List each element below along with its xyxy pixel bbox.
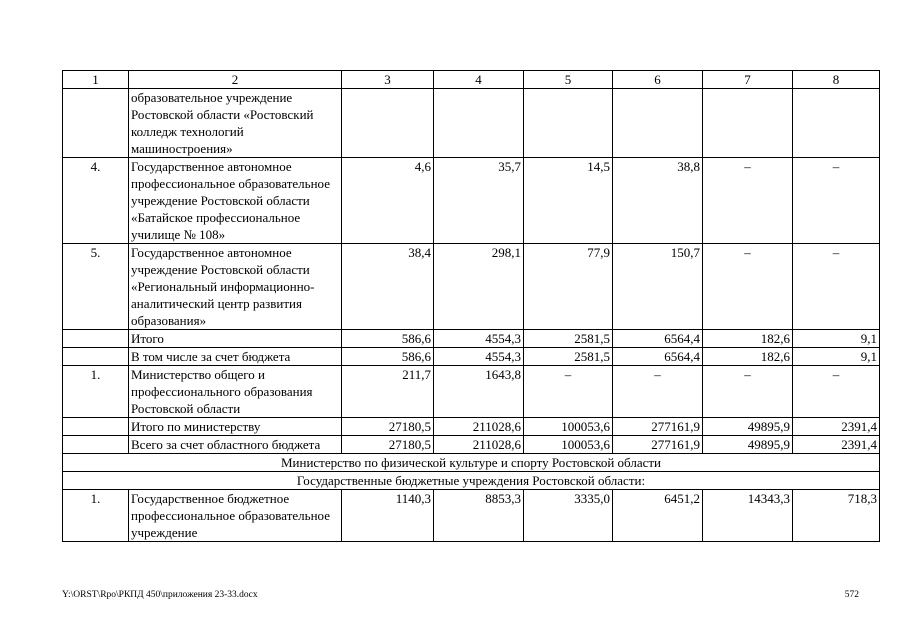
value-cell: – [793,158,880,244]
value-cell: 100053,6 [524,436,613,454]
header-row [63,71,880,89]
row-number: 1. [63,490,129,542]
value-cell: 2391,4 [793,436,880,454]
institution-name: Итого [129,330,342,348]
section-title: Государственные бюджетные учреждения Ростовской области: [63,472,880,490]
institution-name: В том числе за счет бюджета [129,348,342,366]
column-number: 6 [613,71,703,89]
value-cell: – [703,244,793,330]
row-number: 1. [63,366,129,418]
value-cell [434,89,524,158]
table-row [63,366,880,418]
value-cell: 14343,3 [703,490,793,542]
value-cell: 35,7 [434,158,524,244]
column-number: 7 [703,71,793,89]
value-cell: 277161,9 [613,436,703,454]
value-cell: 2581,5 [524,348,613,366]
value-cell: 38,8 [613,158,703,244]
column-number: 2 [129,71,342,89]
value-cell: 586,6 [342,330,434,348]
value-cell: 211,7 [342,366,434,418]
value-cell: – [793,244,880,330]
value-cell: 100053,6 [524,418,613,436]
value-cell: 6451,2 [613,490,703,542]
value-cell: 2391,4 [793,418,880,436]
value-cell: 4554,3 [434,330,524,348]
value-cell: 14,5 [524,158,613,244]
value-cell: 182,6 [703,330,793,348]
section-title: Министерство по физической культуре и спорту Ростовской области [63,454,880,472]
table-row [63,348,880,366]
value-cell: 27180,5 [342,436,434,454]
institution-name: Всего за счет областного бюджета [129,436,342,454]
value-cell: 298,1 [434,244,524,330]
section-row [63,454,880,472]
page-number: 572 [844,590,859,600]
value-cell: 718,3 [793,490,880,542]
table-row [63,490,880,542]
value-cell: 211028,6 [434,436,524,454]
table-row [63,158,880,244]
row-number: 5. [63,244,129,330]
value-cell: 9,1 [793,330,880,348]
value-cell [703,89,793,158]
row-number [63,436,129,454]
value-cell: 3335,0 [524,490,613,542]
table-row [63,418,880,436]
value-cell [613,89,703,158]
file-path: Y:\ORST\Rpo\РКПД 450\приложения 23-33.docx [62,590,258,600]
column-number: 4 [434,71,524,89]
value-cell: 1643,8 [434,366,524,418]
institution-name: Итого по министерству [129,418,342,436]
row-number [63,89,129,158]
row-number [63,348,129,366]
value-cell: 211028,6 [434,418,524,436]
value-cell: 6564,4 [613,330,703,348]
appropriations-table [62,70,880,542]
value-cell: – [524,366,613,418]
row-number [63,418,129,436]
row-number [63,330,129,348]
value-cell: – [613,366,703,418]
table-row [63,244,880,330]
value-cell: 586,6 [342,348,434,366]
value-cell: 8853,3 [434,490,524,542]
value-cell: – [793,366,880,418]
institution-name: Государственное автономное учреждение Ростовской области «Региональный информационно-аналитический центр развития образования» [129,244,342,330]
value-cell: 4,6 [342,158,434,244]
institution-name: образовательное учреждение Ростовской области «Ростовский колледж технологий машиностроения» [129,89,342,158]
value-cell [524,89,613,158]
value-cell: 6564,4 [613,348,703,366]
value-cell: – [703,158,793,244]
table-row [63,89,880,158]
column-number: 8 [793,71,880,89]
value-cell [342,89,434,158]
value-cell: – [703,366,793,418]
section-row [63,472,880,490]
row-number: 4. [63,158,129,244]
table-row [63,436,880,454]
value-cell: 2581,5 [524,330,613,348]
table-row [63,330,880,348]
value-cell: 38,4 [342,244,434,330]
column-number: 5 [524,71,613,89]
value-cell: 49895,9 [703,418,793,436]
institution-name: Министерство общего и профессионального образования Ростовской области [129,366,342,418]
value-cell: 277161,9 [613,418,703,436]
value-cell: 1140,3 [342,490,434,542]
value-cell: 49895,9 [703,436,793,454]
value-cell: 182,6 [703,348,793,366]
value-cell: 9,1 [793,348,880,366]
value-cell: 77,9 [524,244,613,330]
value-cell: 4554,3 [434,348,524,366]
value-cell [793,89,880,158]
column-number: 1 [63,71,129,89]
column-number: 3 [342,71,434,89]
institution-name: Государственное бюджетное профессиональное образовательное учреждение [129,490,342,542]
value-cell: 27180,5 [342,418,434,436]
institution-name: Государственное автономное профессиональное образовательное учреждение Ростовской области «Батайское профессиональное училище № 108» [129,158,342,244]
value-cell: 150,7 [613,244,703,330]
